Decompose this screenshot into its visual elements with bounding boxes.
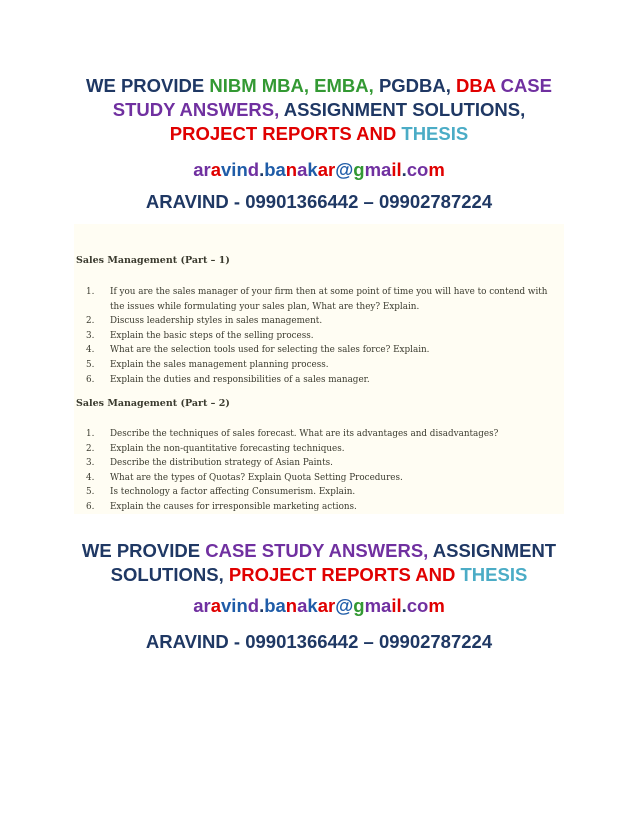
question-item (76, 471, 564, 486)
text-run: ma (364, 595, 392, 616)
text-run: n (285, 595, 298, 616)
text-run: SOLUTIONS, (110, 564, 229, 585)
text-run: n (285, 159, 298, 180)
question-number: 4. (86, 472, 95, 483)
question-number: 1. (86, 429, 95, 439)
question-number: 6. (86, 374, 95, 385)
text-run: a (210, 159, 222, 180)
question-number: 5. (86, 359, 95, 370)
text-run: k (307, 595, 318, 616)
text-run: ASSIGNMENT (432, 540, 557, 561)
question-text: Explain the non-quantitative forecasting techniques. (110, 443, 345, 454)
text-run: d (247, 595, 260, 616)
text-run: . (259, 595, 265, 616)
text-run: . (401, 595, 407, 616)
text-run: d (247, 159, 260, 180)
question-text: Explain the sales management planning process. (110, 359, 329, 370)
text-run: ba (264, 159, 286, 180)
contact-phone: ARAVIND - 09901366442 – 09902787224 (145, 191, 493, 212)
text-run: PGDBA, (378, 75, 457, 96)
text-run: ar (193, 595, 211, 616)
text-run: ar (317, 595, 336, 616)
text-run: m (428, 595, 445, 616)
banner-line (60, 98, 578, 122)
text-run: ma (364, 159, 392, 180)
text-run: a (297, 159, 308, 180)
question-text: Explain the duties and responsibilities of a sales manager. (110, 374, 370, 385)
text-run: g (353, 159, 365, 180)
text-run: il (391, 595, 402, 616)
question-text: Discuss leadership styles in sales management. (110, 316, 323, 327)
text-run: STUDY ANSWERS, (112, 99, 284, 120)
question-item (76, 329, 564, 344)
question-item (76, 485, 564, 500)
section-title: Sales Management (Part – 1) (76, 255, 230, 266)
text-run: vin (221, 159, 248, 180)
text-run: . (259, 159, 265, 180)
banner-line (60, 539, 578, 563)
question-item (76, 373, 564, 388)
text-run: vin (221, 595, 248, 616)
question-item (76, 314, 564, 329)
question-item (76, 285, 564, 314)
text-run: THESIS (401, 123, 469, 144)
question-text: What are the selection tools used for selecting the sales force? Explain. (110, 345, 430, 356)
question-number: 3. (86, 458, 95, 469)
bottom-promo-banner (60, 539, 578, 587)
question-number: 5. (86, 487, 95, 498)
question-number: 3. (86, 330, 95, 341)
question-text: What are the types of Quotas? Explain Quota Setting Procedures. (110, 472, 403, 483)
text-run: DBA (456, 75, 501, 96)
question-number: 4. (86, 345, 95, 356)
question-number: 1. (86, 287, 95, 297)
text-run: co (406, 595, 429, 616)
question-list (76, 427, 564, 515)
question-item (76, 358, 564, 373)
text-run: PROJECT REPORTS AND (169, 123, 402, 144)
question-item (76, 427, 564, 442)
text-run: NIBM MBA, EMBA, (209, 75, 379, 96)
text-run: ba (264, 595, 286, 616)
question-item (76, 343, 564, 358)
question-text: Explain the causes for irresponsible marketing actions. (110, 501, 357, 512)
text-run: WE PROVIDE (81, 540, 206, 561)
text-run: k (307, 159, 318, 180)
banner-line (60, 74, 578, 98)
question-item (76, 442, 564, 457)
question-text: Is technology a factor affecting Consumerism. Explain. (110, 487, 356, 498)
text-run: @ (335, 595, 354, 616)
section-title: Sales Management (Part – 2) (76, 398, 230, 409)
question-number: 2. (86, 443, 95, 454)
contact-email-link[interactable] (60, 158, 578, 182)
question-item (76, 456, 564, 471)
question-item (76, 500, 564, 515)
text-run: WE PROVIDE (86, 75, 210, 96)
question-text: Describe the techniques of sales forecast. What are its advantages and disadvantages? (110, 429, 499, 439)
question-list (76, 285, 564, 387)
text-run: PROJECT REPORTS AND (228, 564, 461, 585)
contact-phone: ARAVIND - 09901366442 – 09902787224 (145, 631, 493, 652)
banner-line (60, 122, 578, 146)
contact-email-link[interactable] (60, 594, 578, 618)
text-run: a (210, 595, 222, 616)
question-number: 6. (86, 501, 95, 512)
text-run: m (428, 159, 445, 180)
question-text: If you are the sales manager of your firm then at some point of time you will have to contend with the issues while formulating your sales plan, What are they? Explain. (110, 287, 548, 312)
banner-line (60, 563, 578, 587)
text-run: a (297, 595, 308, 616)
text-run: ar (317, 159, 336, 180)
text-run: ASSIGNMENT SOLUTIONS, (283, 99, 526, 120)
text-run: CASE (500, 75, 552, 96)
text-run: . (401, 159, 407, 180)
text-run: ar (193, 159, 211, 180)
question-number: 2. (86, 316, 95, 327)
question-text: Describe the distribution strategy of Asian Paints. (110, 458, 333, 469)
top-promo-banner (60, 74, 578, 146)
text-run: THESIS (460, 564, 528, 585)
text-run: CASE STUDY ANSWERS, (205, 540, 433, 561)
text-run: il (391, 159, 402, 180)
question-text: Explain the basic steps of the selling process. (110, 330, 314, 341)
text-run: @ (335, 159, 354, 180)
text-run: g (353, 595, 365, 616)
text-run: co (406, 159, 429, 180)
